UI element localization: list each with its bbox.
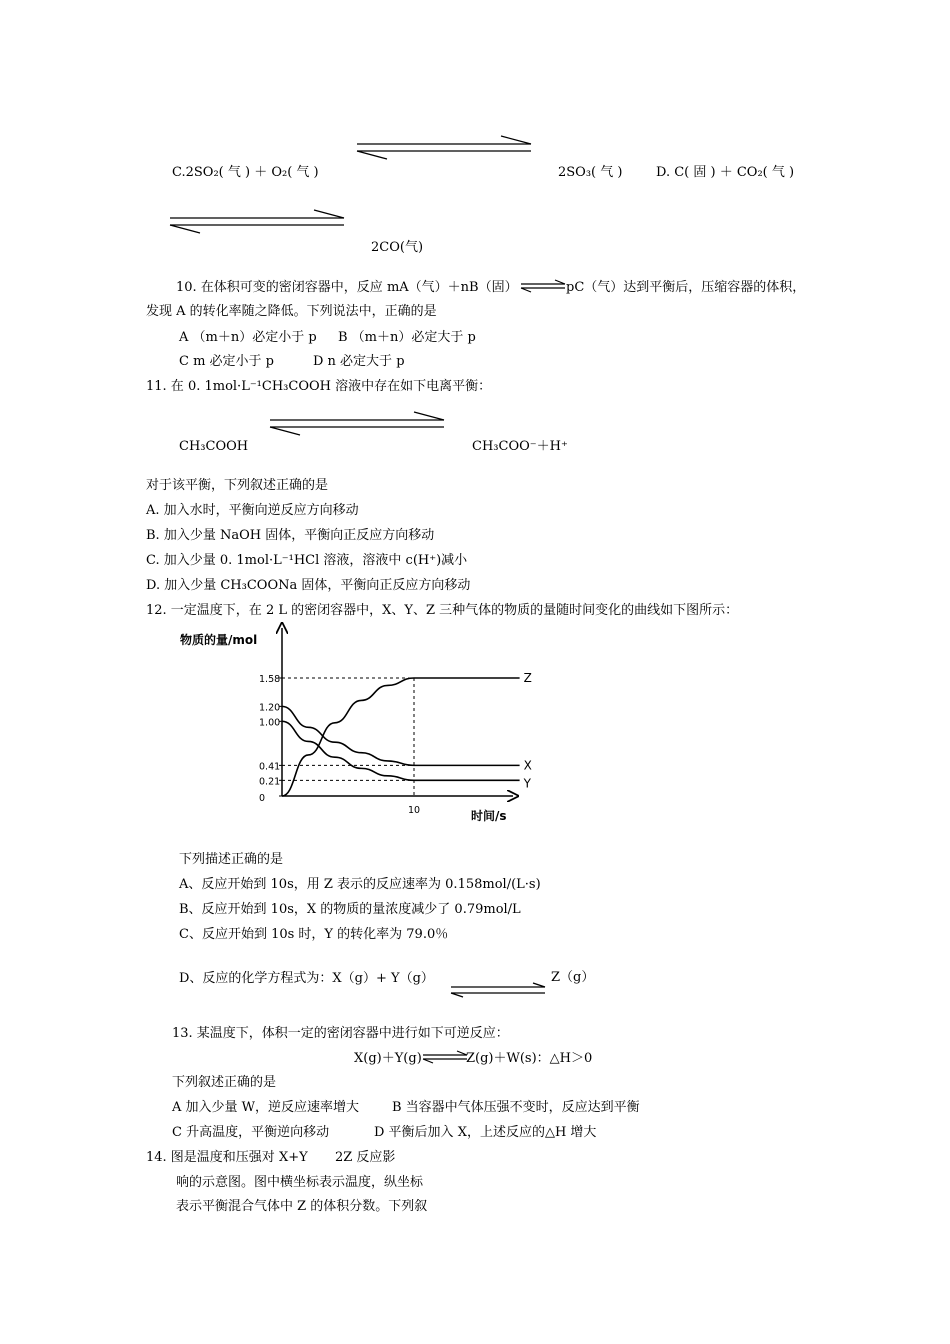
y-tick-label: 0 [259,793,266,804]
equilibrium-arrow-icon [519,279,567,293]
q10-option-c: C m 必定小于 p [179,354,274,369]
q11-option-d: D. 加入少量 CH₃COONa 固体，平衡向正反应方向移动 [146,578,471,593]
q11-left: CH₃COOH [179,439,249,454]
y-tick-label: 0.21 [259,776,281,788]
q13-option-c: C 升高温度，平衡逆向移动 [172,1125,330,1140]
y-axis-label: 物质的量/mol [180,633,258,647]
q14-line2: 响的示意图。图中横坐标表示温度，纵坐标 [176,1175,424,1190]
q10-option-b: B （m＋n）必定大于 p [338,330,476,345]
q11-stem: 11. 在 0. 1mol·L⁻¹CH₃COOH 溶液中存在如下电离平衡： [146,379,492,394]
q11-right: CH₃COO⁻＋H⁺ [472,439,568,454]
q11-prompt: 对于该平衡，下列叙述正确的是 [146,478,329,493]
y-tick-label: 1.00 [259,717,281,729]
q9-option-d-right: 2CO(气) [371,240,424,255]
x-axis-label: 时间/s [471,809,507,823]
q9-option-d-left: D. C( 固 ) ＋ CO₂( 气 ) [656,165,795,180]
series-line-x [282,706,520,765]
q11-option-b: B. 加入少量 NaOH 固体，平衡向正反应方向移动 [146,528,435,543]
q14-line1: 14. 图是温度和压强对 X+Y [146,1150,308,1165]
q13-option-b: B 当容器中气体压强不变时，反应达到平衡 [392,1100,640,1115]
q13-stem: 13. 某温度下，体积一定的密闭容器中进行如下可逆反应： [172,1026,509,1041]
q10-option-d: D n 必定大于 p [313,354,405,369]
q10-option-a: A （m＋n）必定小于 p [179,330,317,345]
q13-option-d: D 平衡后加入 X，上述反应的△H 增大 [374,1125,597,1140]
q11-option-c: C. 加入少量 0. 1mol·L⁻¹HCl 溶液，溶液中 c(H⁺)减小 [146,553,468,568]
q14-line3: 表示平衡混合气体中 Z 的体积分数。下列叙 [176,1199,428,1214]
x-tick-label: 10 [408,805,421,816]
q12-prompt: 下列描述正确的是 [179,852,284,867]
equilibrium-arrow-icon [421,1050,469,1064]
q10-stem-cont: pC（气）达到平衡后，压缩容器的体积， [566,280,806,295]
series-label-x: X [523,758,532,773]
equilibrium-arrow-icon [268,410,448,438]
q12-stem: 12. 一定温度下，在 2 L 的密闭容器中，X、Y、Z 三种气体的物质的量随时间变化的曲线如下图所示： [146,603,739,618]
equilibrium-arrow-icon [355,134,535,162]
q9-option-c-right: 2SO₃( 气 ) [558,165,623,180]
q10-stem: 10. 在体积可变的密闭容器中，反应 mA（气）＋nB（固） [176,280,518,295]
y-tick-label: 0.41 [259,761,281,773]
q9-option-c-left: C.2SO₂( 气 ) ＋ O₂( 气 ) [172,165,319,180]
y-tick-label: 1.58 [259,674,281,685]
q12-option-a: A、反应开始到 10s，用 Z 表示的反应速率为 0.158mol/(L·s) [179,877,541,892]
q13-eq-right: Z(g)＋W(s)：△H＞0 [466,1051,593,1066]
equilibrium-arrow-icon [168,208,348,236]
q14-line1-cont: 2Z 反应影 [335,1150,396,1165]
equilibrium-arrow-icon [449,982,549,1004]
series-label-y: Y [523,776,531,791]
q12-option-d-product: Z（g） [551,970,595,985]
q11-option-a: A. 加入水时，平衡向逆反应方向移动 [146,503,359,518]
q12-option-c: C、反应开始到 10s 时，Y 的转化率为 79.0％ [179,927,449,942]
q13-eq-left: X(g)＋Y(g) [354,1051,422,1066]
series-label-z: Z [523,671,532,685]
q13-prompt: 下列叙述正确的是 [172,1075,277,1090]
q12-option-d: D、反应的化学方程式为：X（g）+ Y（g） [179,971,434,986]
q10-stem-line2: 发现 A 的转化率随之降低。下列说法中，正确的是 [146,304,437,319]
amount-vs-time-chart [175,624,532,824]
q12-option-b: B、反应开始到 10s，X 的物质的量浓度减少了 0.79mol/L [179,902,521,917]
y-tick-label: 1.20 [259,702,281,714]
q13-option-a: A 加入少量 W，逆反应速率增大 [172,1100,360,1115]
